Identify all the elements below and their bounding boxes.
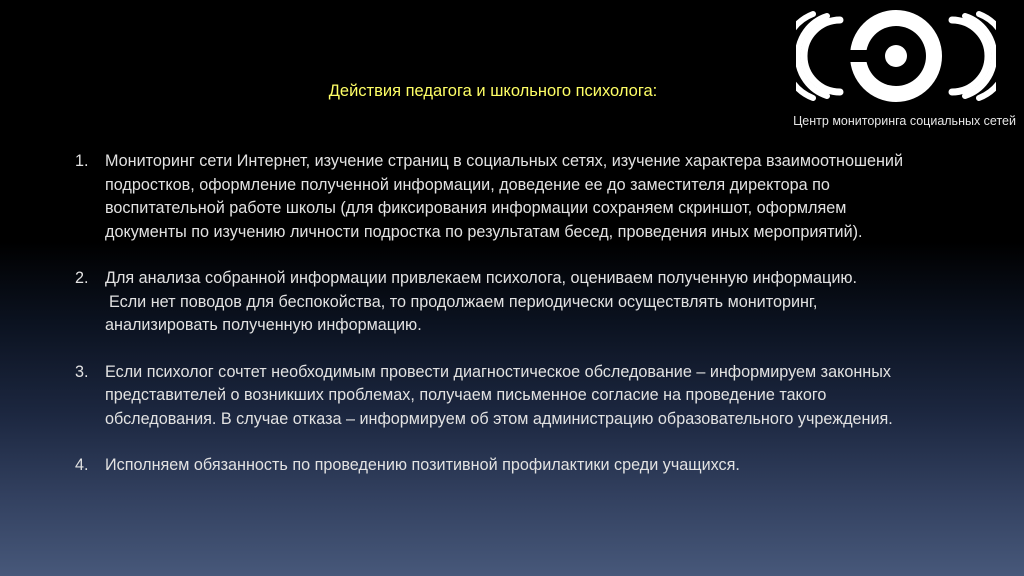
list-item-text: Если психолог сочтет необходимым провести диагностическое обследование – информируем законных представителей о возникших проблемах, получаем письменное согласие на проведение такого обследования. В случае отказа – информируем об этом администрацию образовательного учреждения. xyxy=(105,362,893,428)
list-item-text: Мониторинг сети Интернет, изучение страниц в социальных сетях, изучение характера взаимоотношений подростков, оформление полученной информации, доведение ее до заместителя директора по воспитательной работе школы (для фиксирования информации сохраняем скриншот, оформляем документы по изучению личности подростка по результатам бесед, проведения иных мероприятий). xyxy=(105,152,903,241)
list-item-number: 1. xyxy=(75,152,89,170)
list-item-4 xyxy=(70,454,910,478)
slide-title: Действия педагога и школьного психолога: xyxy=(328,82,658,100)
list-item-number: 4. xyxy=(75,456,89,474)
list-item-number: 3. xyxy=(75,362,89,381)
list-item-number: 2. xyxy=(75,269,89,287)
logo-caption: Центр мониторинга социальных сетей xyxy=(793,114,1016,128)
list-item-text: Если нет поводов для беспокойства, то продолжаем периодически осуществлять мониторинг, анализировать полученную информацию. xyxy=(105,292,818,334)
numbered-list xyxy=(70,150,910,501)
list-item-1 xyxy=(70,150,910,244)
list-item-2 xyxy=(70,267,910,338)
list-item-text: Исполняем обязанность по проведению позитивной профилактики среди учащихся. xyxy=(105,456,740,474)
list-item-3 xyxy=(70,361,910,432)
list-item-text: Для анализа собранной информации привлекаем психолога, оцениваем полученную информацию. xyxy=(105,269,857,287)
